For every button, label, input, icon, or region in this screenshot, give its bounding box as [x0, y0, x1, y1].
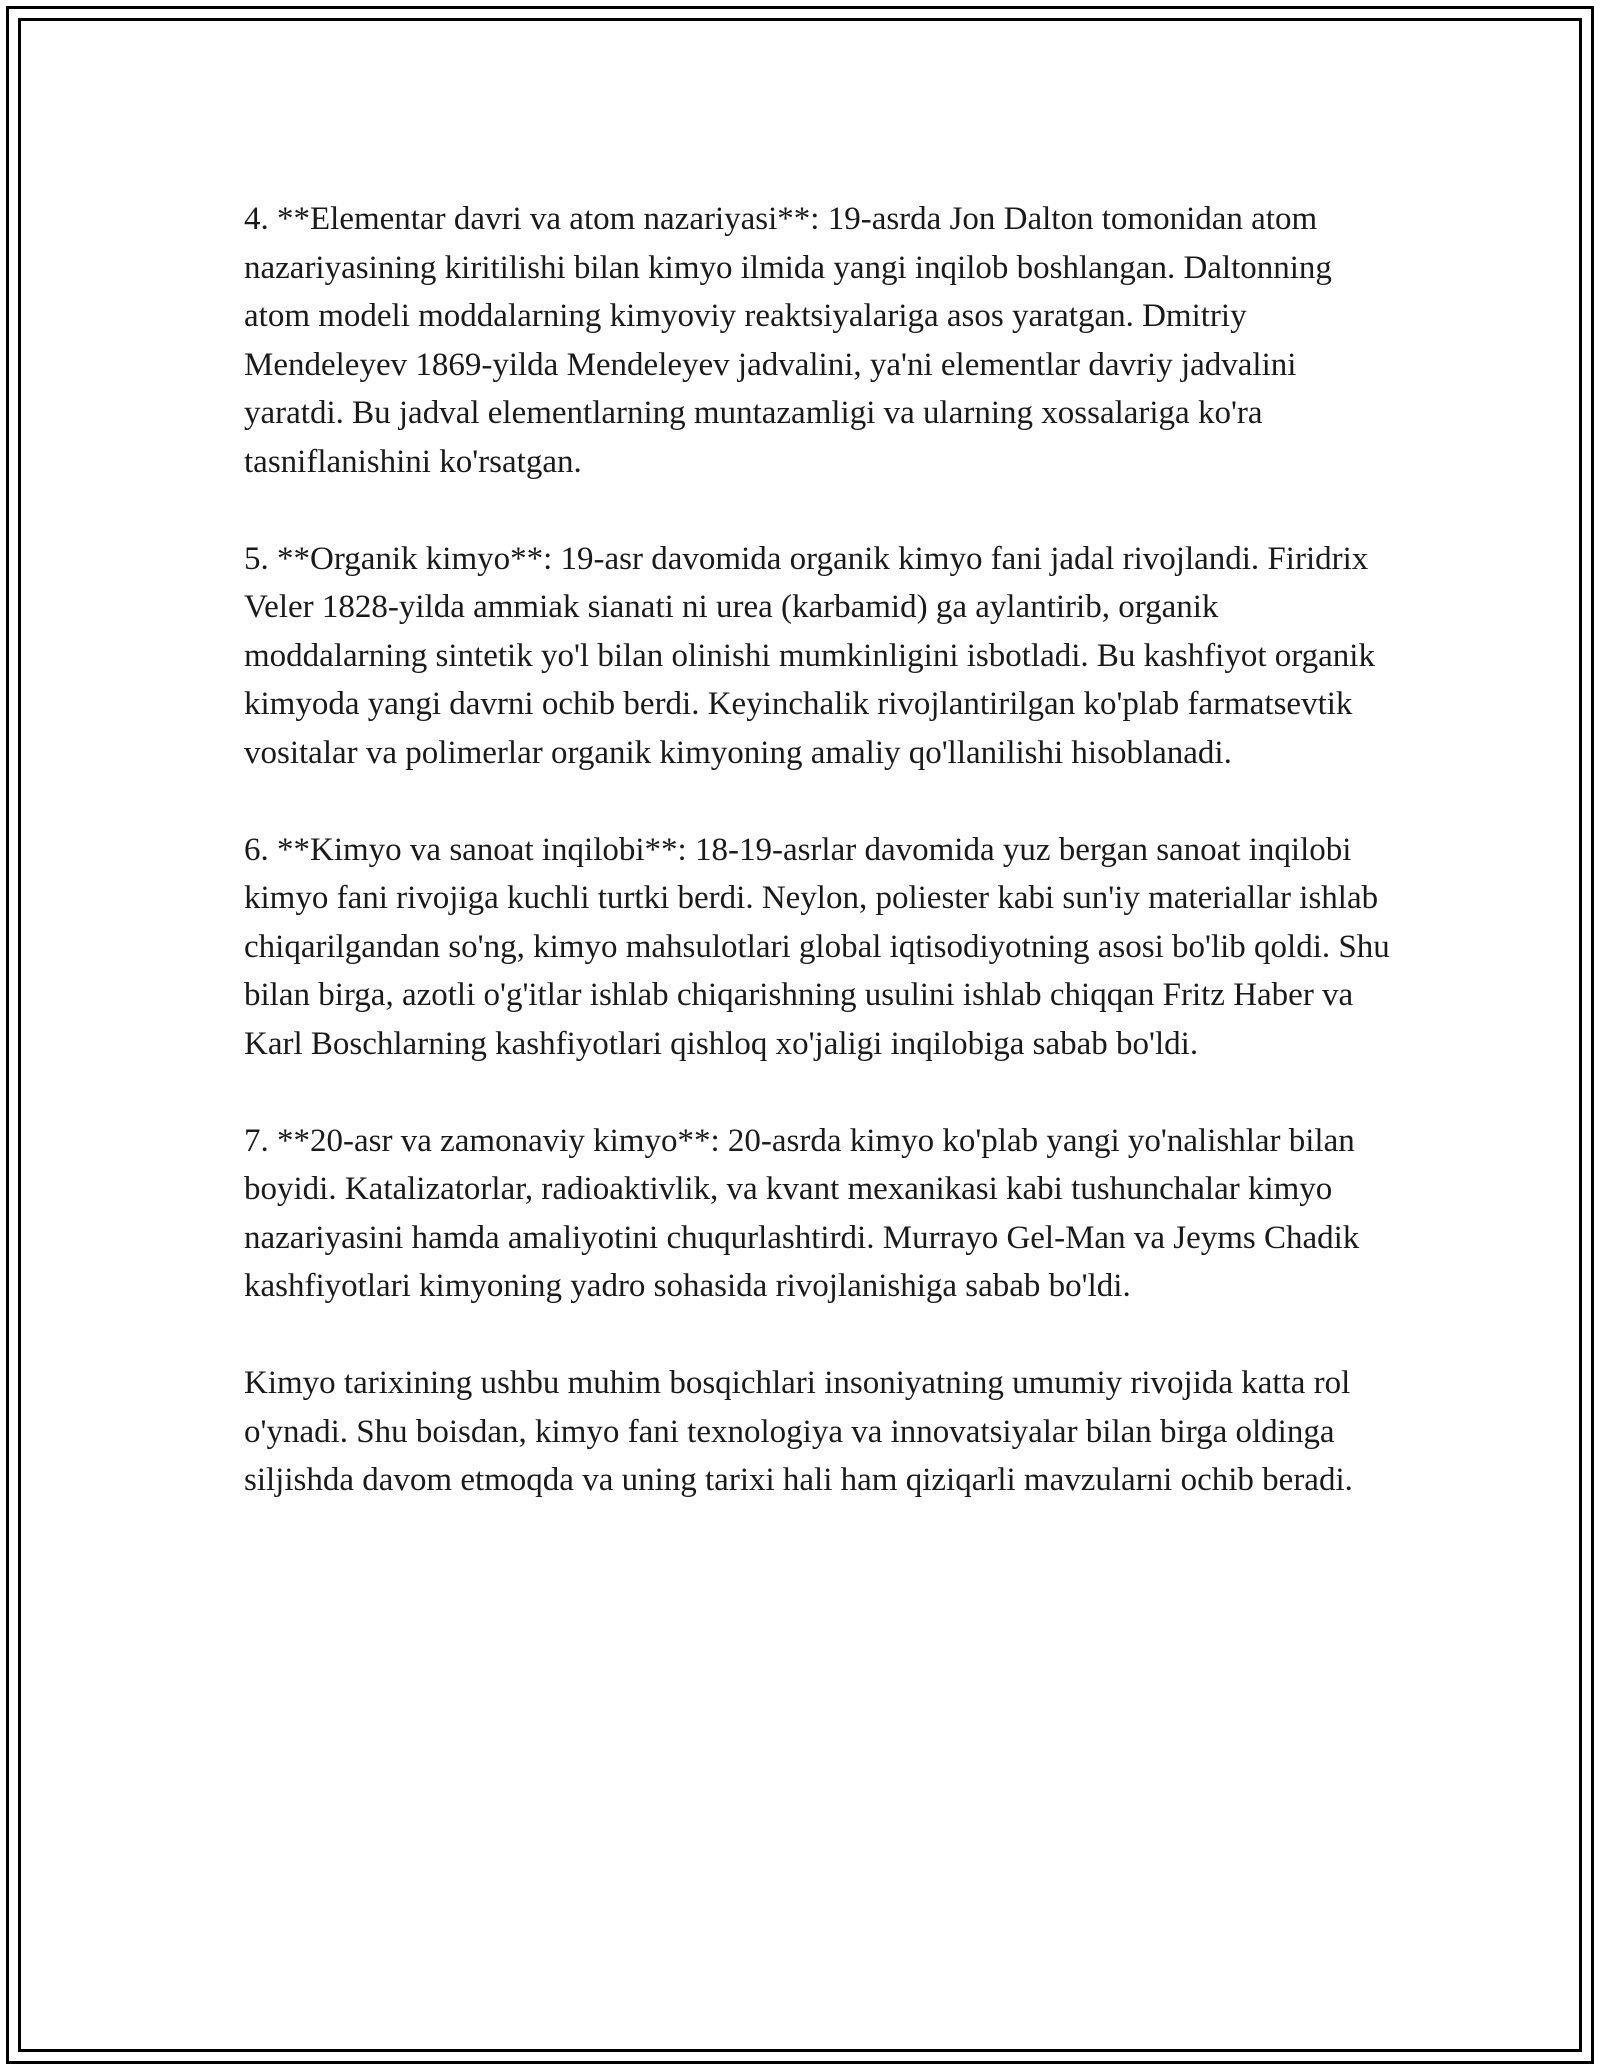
paragraph-elementar-davri: 4. **Elementar davri va atom nazariyasi**: 19-asrda Jon Dalton tomonidan atom nazariyasining kiritilishi bilan kimyo ilmida yangi inqilob boshlangan. Daltonning atom modeli moddalarning kimyoviy reaktsiyalariga asos yaratgan. Dmitriy Mendeleyev 1869-yilda Mendeleyev jadvalini, ya'ni elementlar davriy jadvalini yaratdi. Bu jadval elementlarning muntazamligi va ularning xossalariga ko'ra tasniflanishini ko'rsatgan.	[244, 201, 1332, 480]
paragraph-organik-kimyo: 5. **Organik kimyo**: 19-asr davomida organik kimyo fani jadal rivojlandi. Firidrix Veler 1828-yilda ammiak sianati ni urea (karbamid) ga aylantirib, organik moddalarning sintetik yo'l bilan olinishi mumkinligini isbotladi. Bu kashfiyot organik kimyoda yangi davrni ochib berdi. Keyinchalik rivojlantirilgan ko'plab farmatsevtik vositalar va polimerlar organik kimyoning amaliy qo'llanilishi hisoblanadi.	[244, 540, 1375, 771]
page-frame	[6, 6, 1594, 2064]
paragraph-conclusion: Kimyo tarixining ushbu muhim bosqichlari insoniyatning umumiy rivojida katta rol o'ynadi. Shu boisdan, kimyo fani texnologiya va innovatsiyalar bilan birga oldinga siljishda davom etmoqda va uning tarixi hali ham qiziqarli mavzularni ochib beradi.	[244, 1365, 1353, 1498]
document-body	[244, 195, 1394, 1553]
paragraph-sanoat-inqilobi: 6. **Kimyo va sanoat inqilobi**: 18-19-asrlar davomida yuz bergan sanoat inqilobi kimyo fani rivojiga kuchli turtki berdi. Neylon, poliester kabi sun'iy materiallar ishlab chiqarilgandan so'ng, kimyo mahsulotlari global iqtisodiyotning asosi bo'lib qoldi. Shu bilan birga, azotli o'g'itlar ishlab chiqarishning usulini ishlab chiqqan Fritz Haber va Karl Boschlarning kashfiyotlari qishloq xo'jaligi inqilobiga sabab bo'ldi.	[244, 831, 1390, 1062]
paragraph-zamonaviy-kimyo: 7. **20-asr va zamonaviy kimyo**: 20-asrda kimyo ko'plab yangi yo'nalishlar bilan boyidi. Katalizatorlar, radioaktivlik, va kvant mexanikasi kabi tushunchalar kimyo nazariyasini hamda amaliyotini chuqurlashtirdi. Murrayo Gel-Man va Jeyms Chadik kashfiyotlari kimyoning yadro sohasida rivojlanishiga sabab bo'ldi.	[244, 1122, 1360, 1304]
